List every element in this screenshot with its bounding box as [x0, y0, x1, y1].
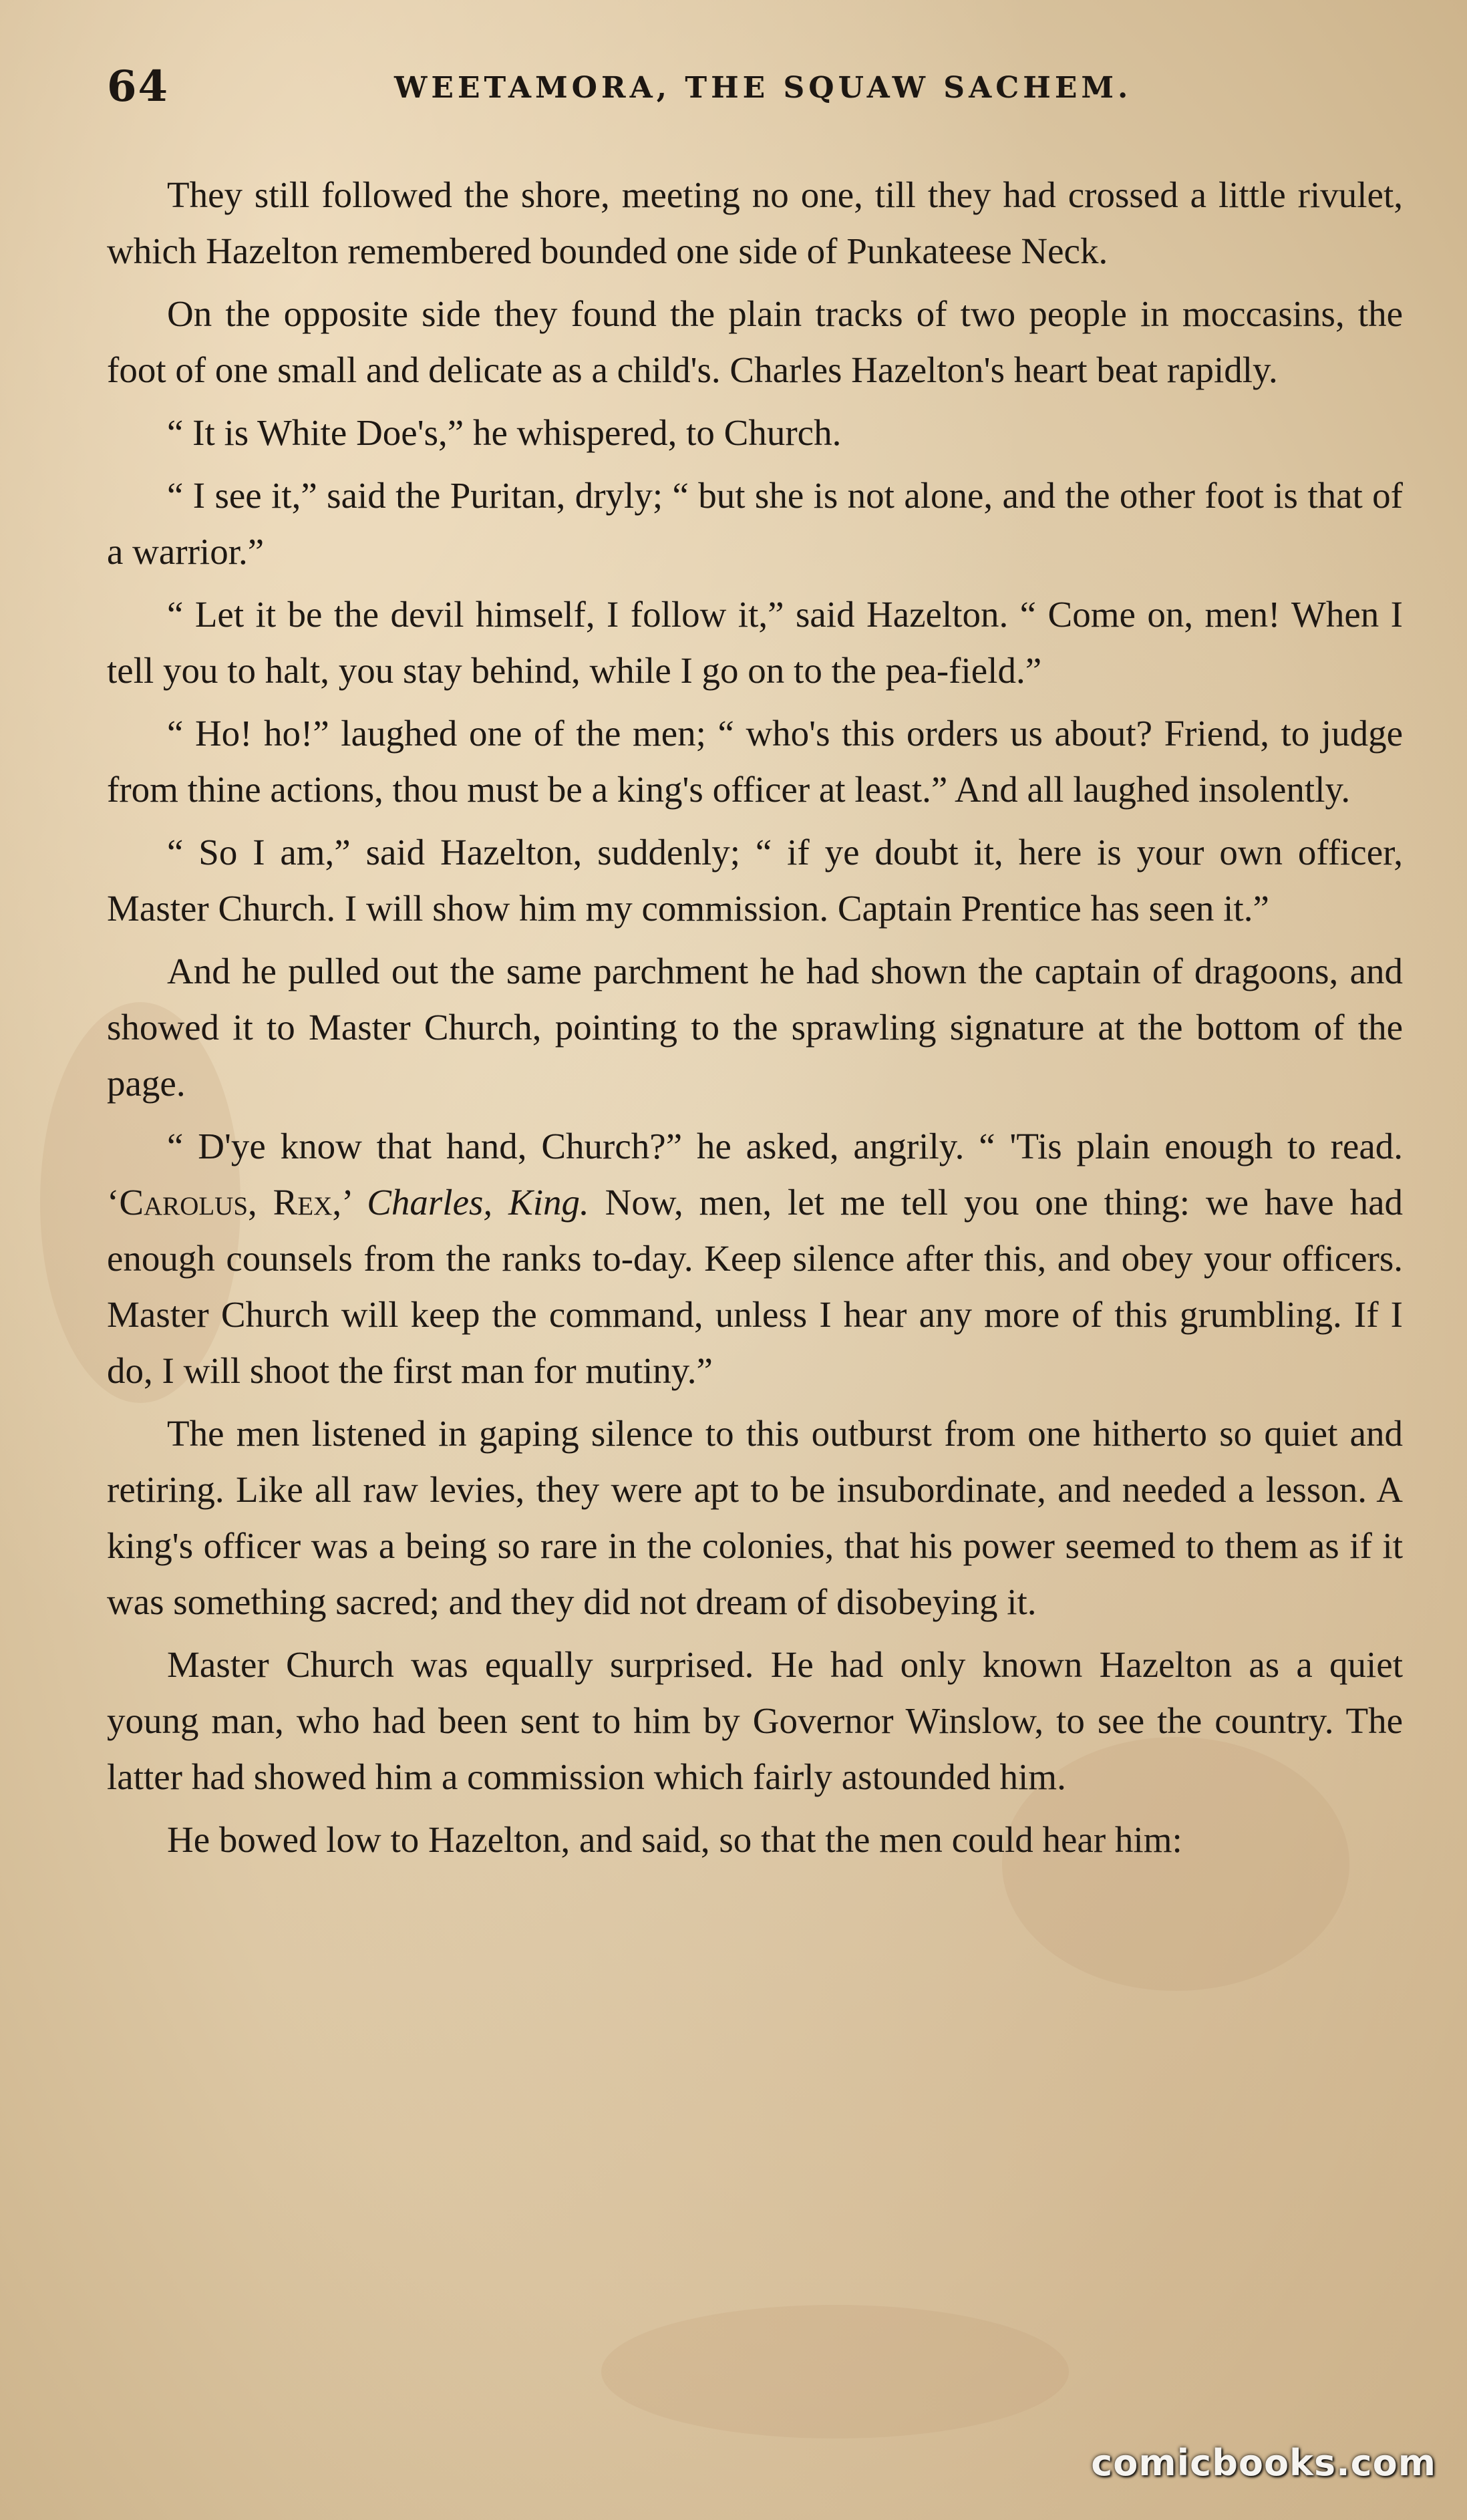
watermark: comicbooks.com	[1091, 2442, 1436, 2484]
paper-stain	[601, 2305, 1069, 2438]
paragraph: They still followed the shore, meeting no one, till they had crossed a little rivulet, which Hazelton remembered bounded one side of Punkateese Neck.	[107, 174, 1403, 271]
page-header	[107, 61, 1390, 128]
paragraph: “ I see it,” said the Puritan, dryly; “ but she is not alone, and the other foot is that of a warrior.”	[107, 475, 1403, 572]
paragraph: He bowed low to Hazelton, and said, so that the men could hear him:	[167, 1819, 1182, 1860]
paragraph: “ So I am,” said Hazelton, suddenly; “ if ye doubt it, here is your own officer, Master Church. I will show him my commission. Captain Prentice has seen it.”	[107, 832, 1403, 929]
paragraph: “ It is White Doe's,” he whispered, to Church.	[167, 412, 842, 453]
body-text	[107, 167, 1403, 1868]
quote-close: ’	[341, 1182, 367, 1223]
paragraph: “ Ho! ho!” laughed one of the men; “ who's this orders us about? Friend, to judge from thine actions, thou must be a king's officer at least.” And all laughed insolently.	[107, 713, 1403, 810]
paragraph-text: Now, men, let me tell you one thing: we have had enough counsels from the ranks to-day. Keep silence after this, and obey your officers. Master Church will keep the command, unless I hear any more of this grumbling. If I do, I will shoot the first man for mutiny.”	[107, 1182, 1403, 1391]
paragraph: The men listened in gaping silence to this outburst from one hitherto so quiet and retiring. Like all raw levies, they were apt to be insubordinate, and needed a lesson. A king's officer was a being so rare in the colonies, that his power seemed to them as if it was something sacred; and they did not dream of disobeying it.	[107, 1413, 1403, 1622]
paragraph: “ Let it be the devil himself, I follow it,” said Hazelton. “ Come on, men! When I tell you to halt, you stay behind, while I go on to the pea-field.”	[107, 594, 1403, 691]
paragraph-text: “ D'ye know that hand, Church?” he asked, angrily. “ 'Tis plain enough to read. ‘	[107, 1126, 1403, 1223]
signature-translation: Charles, King.	[367, 1182, 589, 1223]
paragraph: And he pulled out the same parchment he had shown the captain of dragoons, and showed it to Master Church, pointing to the sprawling signature at the bottom of the page.	[107, 951, 1403, 1104]
paragraph: On the opposite side they found the plain tracks of two people in moccasins, the foot of one small and delicate as a child's. Charles Hazelton's heart beat rapidly.	[107, 293, 1403, 390]
paragraph	[107, 1118, 1403, 1399]
running-title: WEETAMORA, THE SQUAW SACHEM.	[394, 71, 1132, 105]
paragraph: Master Church was equally surprised. He had only known Hazelton as a quiet young man, who had been sent to him by Governor Winslow, to see the country. The latter had showed him a commission which fairly astounded him.	[107, 1644, 1403, 1797]
royal-signature: Carolus, Rex,	[119, 1182, 342, 1223]
page-number: 64	[107, 61, 170, 112]
